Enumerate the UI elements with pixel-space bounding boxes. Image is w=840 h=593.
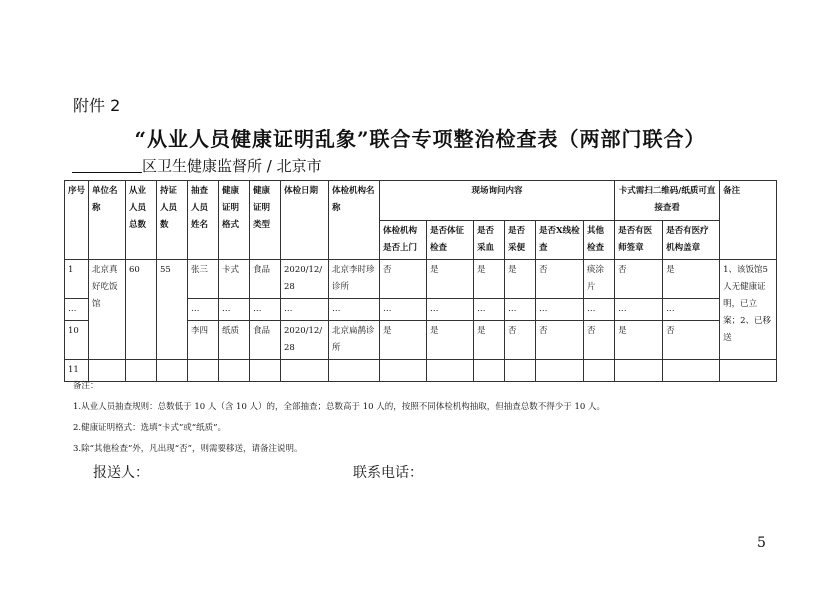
cell-seq: 1 xyxy=(65,260,89,299)
header-exam-org: 体检机构名称 xyxy=(329,181,380,260)
header-cert-format: 健康证明格式 xyxy=(219,181,250,260)
header-unit-name: 单位名称 xyxy=(89,181,126,260)
empty-cell[interactable] xyxy=(474,360,505,382)
cell-qr: 是 xyxy=(615,321,663,360)
header-remark: 备注 xyxy=(720,181,777,260)
cell-ellipsis: … xyxy=(188,299,219,321)
cell-qr: 否 xyxy=(615,260,663,299)
cell-ellipsis: … xyxy=(663,299,720,321)
table-row xyxy=(65,360,777,382)
cell-onsite: 是 xyxy=(505,260,536,299)
empty-cell[interactable] xyxy=(536,360,584,382)
cell-type: 食品 xyxy=(250,260,281,299)
unit-line xyxy=(72,155,322,176)
cell-name: 李四 xyxy=(188,321,219,360)
header-onsite-sub: 是否采血 xyxy=(474,221,505,260)
cell-org: 北京李时珍诊所 xyxy=(329,260,380,299)
empty-cell[interactable] xyxy=(157,360,188,382)
cell-ellipsis: … xyxy=(329,299,380,321)
cell-name: 张三 xyxy=(188,260,219,299)
unit-blank-line[interactable] xyxy=(72,158,142,173)
cell-ellipsis: … xyxy=(219,299,250,321)
empty-cell[interactable] xyxy=(380,360,427,382)
empty-cell[interactable] xyxy=(505,360,536,382)
note-item: 3.除“其他检查”外，凡出现“否”，则需要移送，请备注说明。 xyxy=(73,444,303,454)
header-cert-total: 持证人员数 xyxy=(157,181,188,260)
header-onsite-sub: 体检机构是否上门 xyxy=(380,221,427,260)
header-seq: 序号 xyxy=(65,181,89,260)
cell-qr: 是 xyxy=(663,260,720,299)
cell-format: 卡式 xyxy=(219,260,250,299)
cell-unit: 北京真好吃饭馆 xyxy=(89,260,126,360)
header-onsite-sub: 其他检查 xyxy=(584,221,615,260)
notes-title: 备注： xyxy=(73,381,99,391)
empty-cell[interactable] xyxy=(720,360,777,382)
cell-ellipsis: … xyxy=(281,299,329,321)
header-staff-total: 从业人员总数 xyxy=(126,181,157,260)
cell-onsite: 是 xyxy=(474,321,505,360)
phone-label: 联系电话： xyxy=(353,465,423,481)
cell-ellipsis: … xyxy=(65,299,89,321)
header-qr-sub: 是否有医疗机构盖章 xyxy=(663,221,720,260)
header-onsite: 现场询问内容 xyxy=(380,181,615,221)
empty-cell[interactable] xyxy=(329,360,380,382)
cell-seq: 11 xyxy=(65,360,89,382)
cell-onsite: 否 xyxy=(584,321,615,360)
empty-cell[interactable] xyxy=(427,360,474,382)
empty-cell[interactable] xyxy=(188,360,219,382)
cell-qr: 否 xyxy=(663,321,720,360)
document-title: “从业人员健康证明乱象”联合专项整治检查表（两部门联合） xyxy=(134,127,706,151)
cell-onsite: 否 xyxy=(536,321,584,360)
cell-staff-total: 60 xyxy=(126,260,157,360)
cell-date: 2020/12/28 xyxy=(281,260,329,299)
empty-cell[interactable] xyxy=(126,360,157,382)
cell-org: 北京扁鹊诊所 xyxy=(329,321,380,360)
empty-cell[interactable] xyxy=(250,360,281,382)
page-number: 5 xyxy=(757,535,766,551)
empty-cell[interactable] xyxy=(615,360,663,382)
cell-ellipsis: … xyxy=(505,299,536,321)
inspection-table xyxy=(64,180,777,382)
note-item: 2.健康证明格式：选填“卡式”或“纸质”。 xyxy=(73,423,226,433)
reporter-label: 报送人： xyxy=(93,465,149,481)
header-onsite-sub: 是否采便 xyxy=(505,221,536,260)
empty-cell[interactable] xyxy=(584,360,615,382)
cell-type: 食品 xyxy=(250,321,281,360)
unit-label: 区卫生健康监督所 / 北京市 xyxy=(142,157,322,175)
cell-date: 2020/12/28 xyxy=(281,321,329,360)
annex-label: 附件 2 xyxy=(73,96,121,115)
cell-onsite: 是 xyxy=(380,321,427,360)
header-qr: 卡式需扫二维码/纸质可直接查看 xyxy=(615,181,720,221)
header-sampled-name: 抽查人员姓名 xyxy=(188,181,219,260)
table-row xyxy=(65,260,777,299)
empty-cell[interactable] xyxy=(219,360,250,382)
cell-ellipsis: … xyxy=(380,299,427,321)
cell-onsite: 是 xyxy=(474,260,505,299)
cell-ellipsis: … xyxy=(250,299,281,321)
header-onsite-sub: 是否体征检查 xyxy=(427,221,474,260)
cell-onsite: 否 xyxy=(505,321,536,360)
note-item: 1.从业人员抽查规则：总数低于 10 人（含 10 人）的，全部抽查；总数高于 10 人的，按照不同体检机构抽取，但抽查总数不得少于 10 人。 xyxy=(73,402,605,412)
cell-ellipsis: … xyxy=(427,299,474,321)
cell-ellipsis: … xyxy=(615,299,663,321)
cell-format: 纸质 xyxy=(219,321,250,360)
cell-remark: 1、该饭馆5人无健康证明，已立案；2、已移送 xyxy=(720,260,777,360)
empty-cell[interactable] xyxy=(663,360,720,382)
cell-cert-total: 55 xyxy=(157,260,188,360)
header-qr-sub: 是否有医师签章 xyxy=(615,221,663,260)
cell-ellipsis: … xyxy=(584,299,615,321)
cell-onsite: 是 xyxy=(427,260,474,299)
cell-onsite: 痰涂片 xyxy=(584,260,615,299)
empty-cell[interactable] xyxy=(281,360,329,382)
notes xyxy=(73,380,605,464)
header-onsite-sub: 是否X线检查 xyxy=(536,221,584,260)
cell-onsite: 否 xyxy=(536,260,584,299)
header-exam-date: 体检日期 xyxy=(281,181,329,260)
cell-ellipsis: … xyxy=(536,299,584,321)
cell-seq: 10 xyxy=(65,321,89,360)
header-cert-type: 健康证明类型 xyxy=(250,181,281,260)
empty-cell[interactable] xyxy=(89,360,126,382)
cell-onsite: 是 xyxy=(427,321,474,360)
cell-ellipsis: … xyxy=(474,299,505,321)
cell-onsite: 否 xyxy=(380,260,427,299)
